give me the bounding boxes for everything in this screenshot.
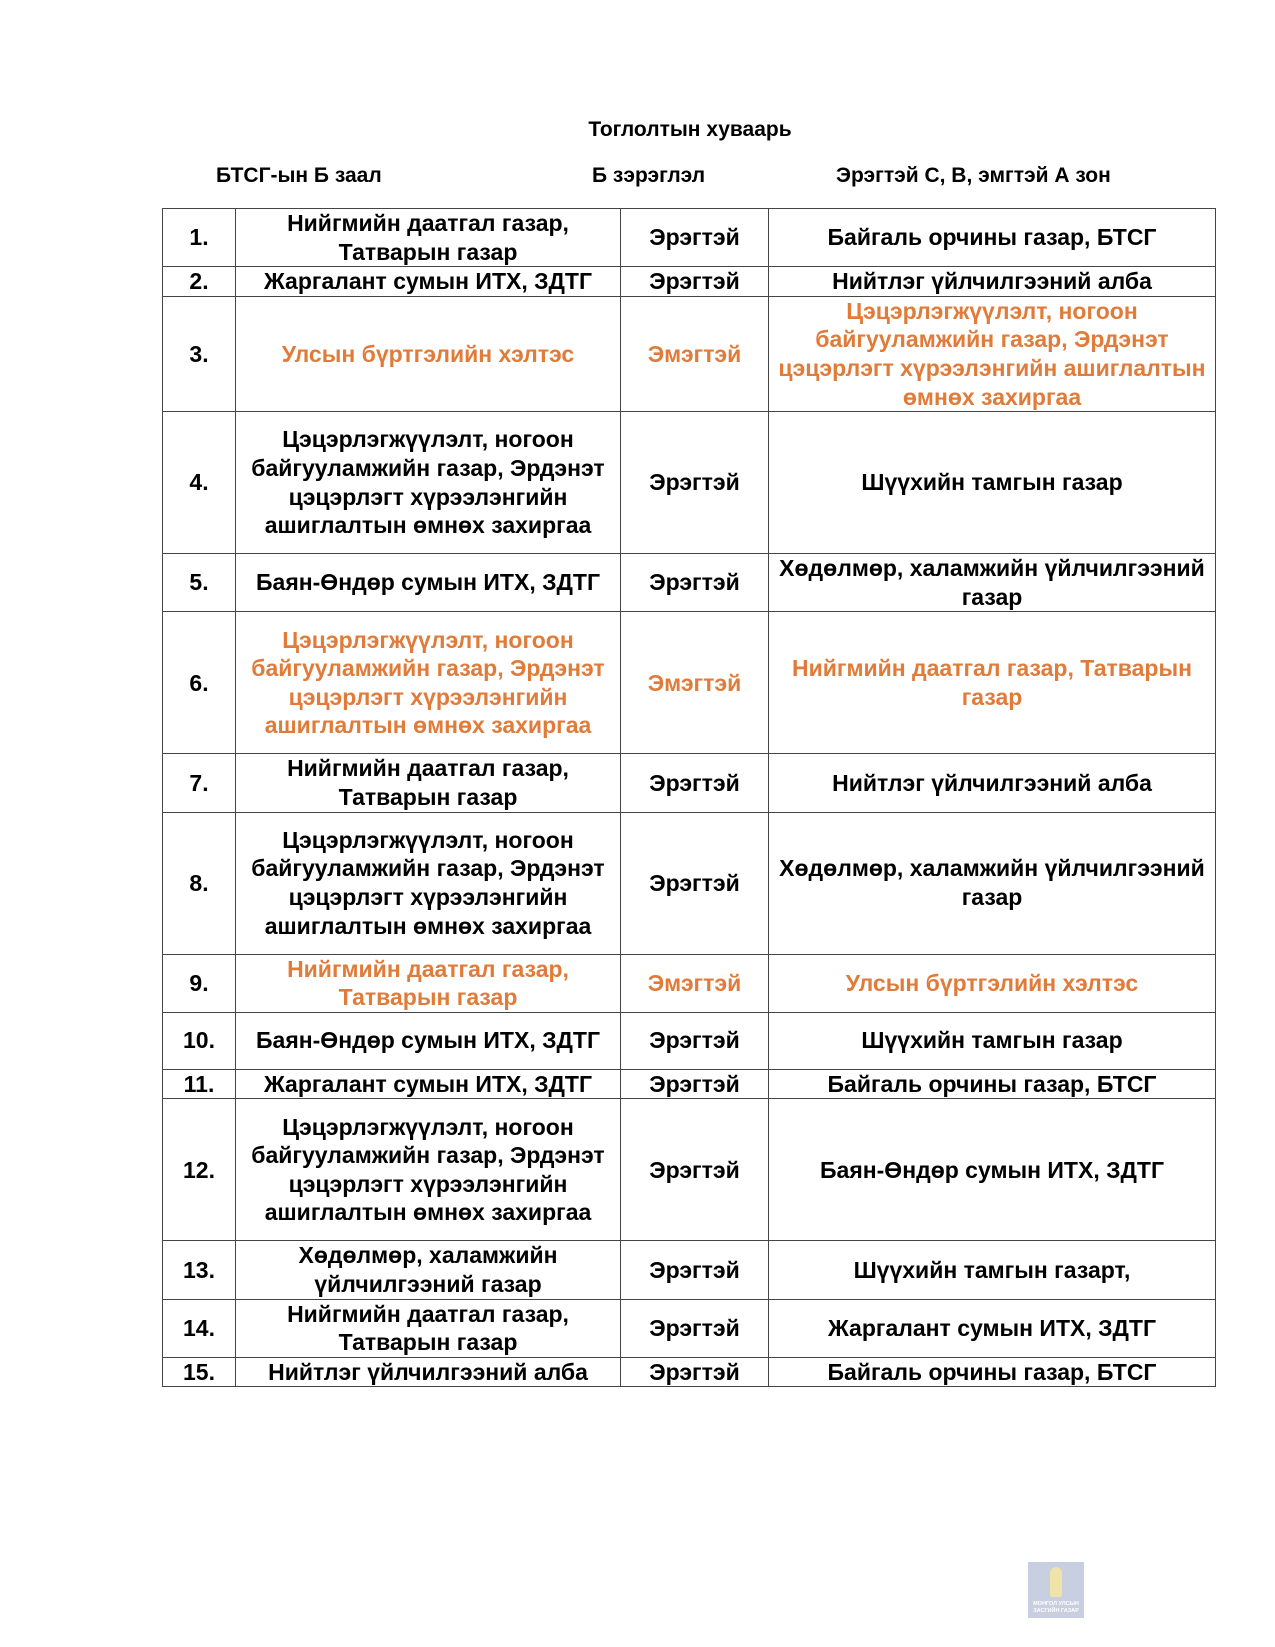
away-team-cell: Нийгмийн даатгал газар, Татварын газар (769, 612, 1216, 754)
category-cell: Эрэгтэй (621, 754, 769, 812)
away-team-cell: Шүүхийн тамгын газарт, (769, 1241, 1216, 1299)
document-title: Тоглолтын хуваарь (588, 118, 792, 141)
match-number-cell: 13. (163, 1241, 236, 1299)
home-team-cell: Нийгмийн даатгал газар, Татварын газар (236, 954, 621, 1012)
home-team-cell: Хөдөлмөр, халамжийн үйлчилгээний газар (236, 1241, 621, 1299)
category-cell: Эрэгтэй (621, 267, 769, 297)
away-team-cell: Байгаль орчины газар, БТСГ (769, 1357, 1216, 1387)
away-team-cell: Хөдөлмөр, халамжийн үйлчилгээний газар (769, 554, 1216, 612)
home-team-cell: Цэцэрлэгжүүлэлт, ногоон байгууламжийн газар, Эрдэнэт цэцэрлэгт хүрээлэнгийн ашиглалтын өмнөх захиргаа (236, 612, 621, 754)
table-row (163, 612, 1216, 754)
away-team-cell: Шүүхийн тамгын газар (769, 1012, 1216, 1069)
category-cell: Эмэгтэй (621, 954, 769, 1012)
table-row (163, 209, 1216, 267)
home-team-cell: Жаргалант сумын ИТХ, ЗДТГ (236, 1069, 621, 1099)
category-cell: Эрэгтэй (621, 1069, 769, 1099)
match-number-cell: 10. (163, 1012, 236, 1069)
home-team-cell: Нийгмийн даатгал газар, Татварын газар (236, 1299, 621, 1357)
category-cell: Эмэгтэй (621, 612, 769, 754)
match-number-cell: 2. (163, 267, 236, 297)
group-label: Эрэгтэй С, В, эмгтэй А зон (836, 164, 1111, 187)
table-row (163, 754, 1216, 812)
schedule-table (162, 208, 1216, 1387)
match-number-cell: 6. (163, 612, 236, 754)
match-number-cell: 14. (163, 1299, 236, 1357)
match-number-cell: 7. (163, 754, 236, 812)
table-row (163, 1241, 1216, 1299)
match-number-cell: 11. (163, 1069, 236, 1099)
home-team-cell: Баян-Өндөр сумын ИТХ, ЗДТГ (236, 1012, 621, 1069)
table-row (163, 1012, 1216, 1069)
table-row (163, 1357, 1216, 1387)
table-row (163, 412, 1216, 554)
away-team-cell: Шүүхийн тамгын газар (769, 412, 1216, 554)
table-row (163, 554, 1216, 612)
home-team-cell: Нийгмийн даатгал газар, Татварын газар (236, 754, 621, 812)
away-team-cell: Нийтлэг үйлчилгээний алба (769, 267, 1216, 297)
away-team-cell: Цэцэрлэгжүүлэлт, ногоон байгууламжийн газар, Эрдэнэт цэцэрлэгт хүрээлэнгийн ашиглалтын өмнөх захиргаа (769, 296, 1216, 411)
government-logo (1028, 1562, 1084, 1618)
table-row (163, 296, 1216, 411)
category-cell: Эрэгтэй (621, 1241, 769, 1299)
table-row (163, 1099, 1216, 1241)
away-team-cell: Жаргалант сумын ИТХ, ЗДТГ (769, 1299, 1216, 1357)
match-number-cell: 8. (163, 812, 236, 954)
match-number-cell: 15. (163, 1357, 236, 1387)
division-label: Б зэрэглэл (592, 164, 706, 187)
category-cell: Эрэгтэй (621, 1357, 769, 1387)
home-team-cell: Цэцэрлэгжүүлэлт, ногоон байгууламжийн газар, Эрдэнэт цэцэрлэгт хүрээлэнгийн ашиглалтын өмнөх захиргаа (236, 812, 621, 954)
away-team-cell: Байгаль орчины газар, БТСГ (769, 1069, 1216, 1099)
category-cell: Эмэгтэй (621, 296, 769, 411)
category-cell: Эрэгтэй (621, 1012, 769, 1069)
away-team-cell: Баян-Өндөр сумын ИТХ, ЗДТГ (769, 1099, 1216, 1241)
away-team-cell: Хөдөлмөр, халамжийн үйлчилгээний газар (769, 812, 1216, 954)
schedule-body (163, 209, 1216, 1387)
venue-label: БТСГ-ын Б заал (216, 164, 382, 187)
soyombo-emblem-icon (1050, 1567, 1062, 1597)
match-number-cell: 12. (163, 1099, 236, 1241)
category-cell: Эрэгтэй (621, 812, 769, 954)
home-team-cell: Нийгмийн даатгал газар, Татварын газар (236, 209, 621, 267)
match-number-cell: 1. (163, 209, 236, 267)
table-row (163, 812, 1216, 954)
category-cell: Эрэгтэй (621, 1099, 769, 1241)
away-team-cell: Улсын бүртгэлийн хэлтэс (769, 954, 1216, 1012)
home-team-cell: Улсын бүртгэлийн хэлтэс (236, 296, 621, 411)
home-team-cell: Цэцэрлэгжүүлэлт, ногоон байгууламжийн газар, Эрдэнэт цэцэрлэгт хүрээлэнгийн ашиглалтын өмнөх захиргаа (236, 412, 621, 554)
home-team-cell: Баян-Өндөр сумын ИТХ, ЗДТГ (236, 554, 621, 612)
away-team-cell: Байгаль орчины газар, БТСГ (769, 209, 1216, 267)
match-number-cell: 9. (163, 954, 236, 1012)
category-cell: Эрэгтэй (621, 412, 769, 554)
match-number-cell: 3. (163, 296, 236, 411)
category-cell: Эрэгтэй (621, 209, 769, 267)
table-row (163, 1299, 1216, 1357)
home-team-cell: Нийтлэг үйлчилгээний алба (236, 1357, 621, 1387)
match-number-cell: 5. (163, 554, 236, 612)
home-team-cell: Жаргалант сумын ИТХ, ЗДТГ (236, 267, 621, 297)
home-team-cell: Цэцэрлэгжүүлэлт, ногоон байгууламжийн газар, Эрдэнэт цэцэрлэгт хүрээлэнгийн ашиглалтын өмнөх захиргаа (236, 1099, 621, 1241)
category-cell: Эрэгтэй (621, 554, 769, 612)
table-row (163, 954, 1216, 1012)
logo-text: МОНГОЛ УЛСЫН ЗАСГИЙН ГАЗАР (1033, 1601, 1079, 1614)
away-team-cell: Нийтлэг үйлчилгээний алба (769, 754, 1216, 812)
category-cell: Эрэгтэй (621, 1299, 769, 1357)
table-row (163, 267, 1216, 297)
match-number-cell: 4. (163, 412, 236, 554)
table-row (163, 1069, 1216, 1099)
